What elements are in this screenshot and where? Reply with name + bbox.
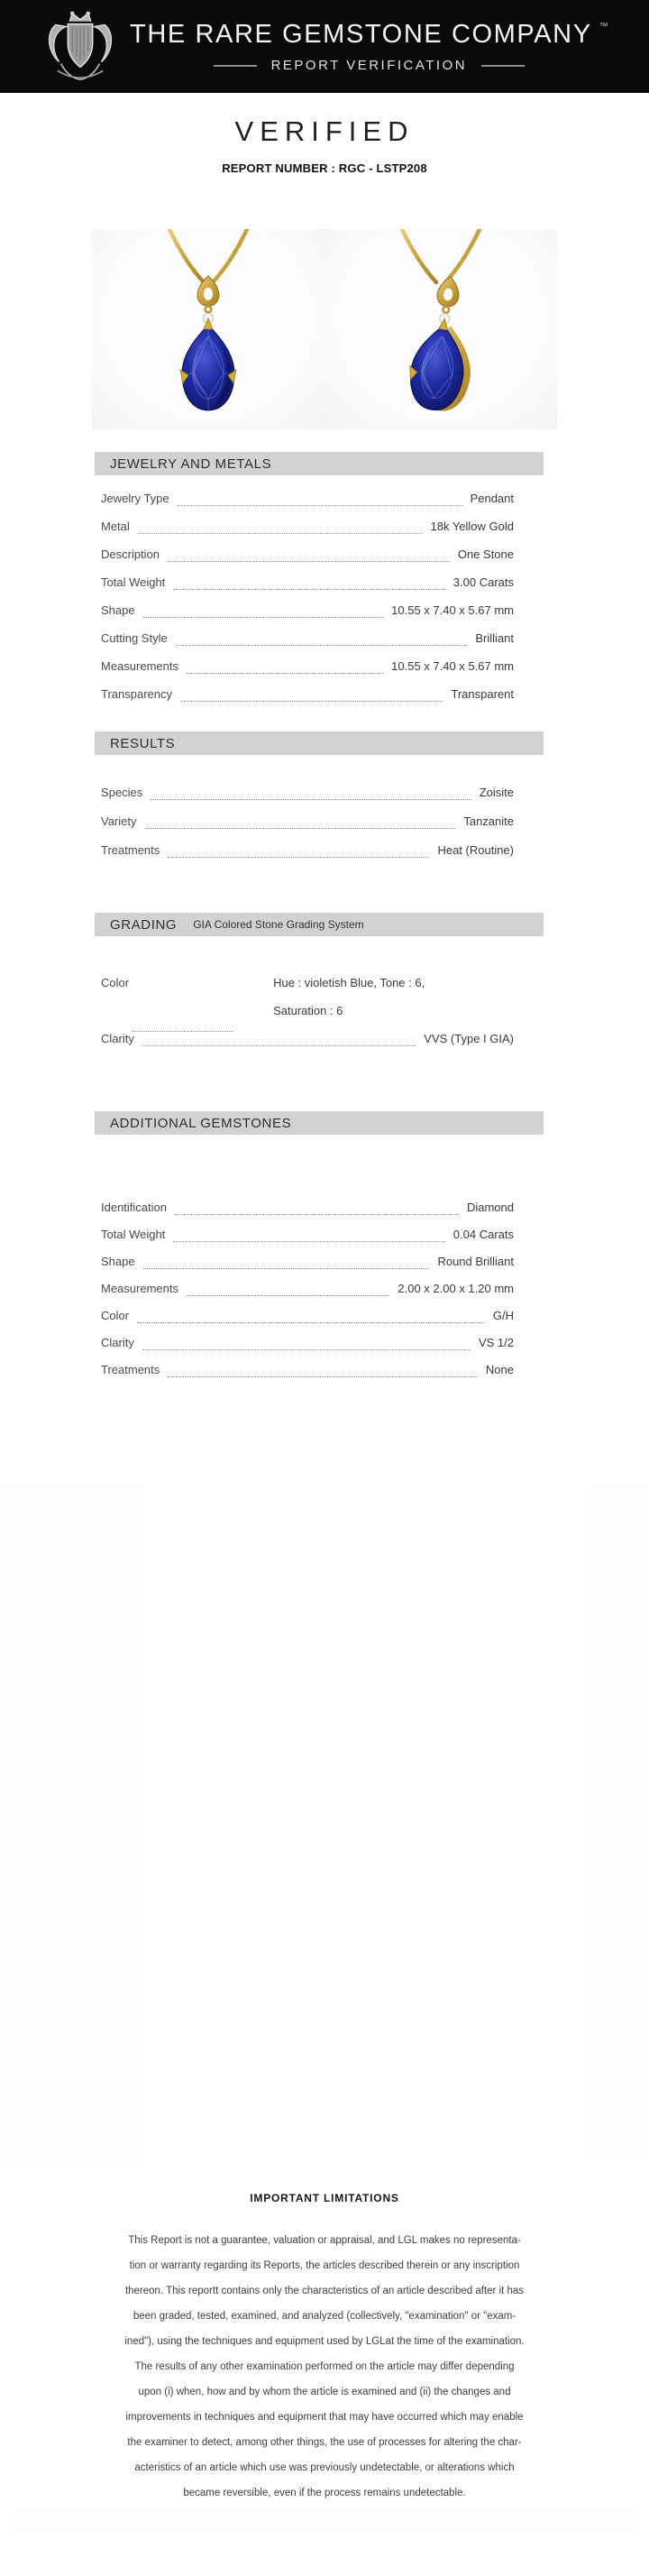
- row-label: Total Weight: [101, 575, 166, 589]
- limitations-line: thereon. This reportt contains only the characteristics of an article described after it has: [124, 2286, 525, 2296]
- row-value: VS 1/2: [478, 1336, 514, 1349]
- spec-row: [101, 1201, 514, 1215]
- spec-row: [101, 1336, 514, 1350]
- spec-row: [101, 1228, 514, 1242]
- row-value: 3.00 Carats: [452, 575, 514, 589]
- section-title: JEWELRY AND METALS: [110, 455, 272, 472]
- spec-row: [101, 631, 514, 646]
- dot-leader: [168, 846, 429, 858]
- dot-leader: [133, 1020, 233, 1032]
- row-value: Pendant: [470, 492, 514, 505]
- row-label: Species: [101, 786, 143, 799]
- limitations-line: been graded, tested, examined, and analyzed (collectively, "examination" or "exam-: [133, 2311, 516, 2322]
- spec-row: [101, 520, 514, 534]
- color-grade-line1: Hue : violetish Blue, Tone : 6,: [273, 976, 425, 989]
- grading-body: [95, 976, 544, 1046]
- row-value: Heat (Routine): [437, 843, 514, 857]
- dot-leader: [173, 578, 445, 590]
- spec-row: [101, 814, 514, 829]
- dot-leader: [187, 1284, 389, 1296]
- limitations-line: improvements in techniques and equipment that may have occurred which may enable: [125, 2412, 524, 2423]
- row-label: Cutting Style: [101, 631, 168, 645]
- spec-rows: [95, 1201, 544, 1377]
- dot-leader: [145, 817, 456, 829]
- row-label: Description: [101, 547, 160, 561]
- row-label: Clarity: [101, 1032, 134, 1045]
- dot-leader: [151, 788, 471, 800]
- dot-leader: [173, 1230, 445, 1242]
- dot-leader: [137, 1311, 485, 1323]
- row-label: Variety: [101, 814, 137, 828]
- dot-leader: [176, 634, 468, 646]
- spec-row: [101, 687, 514, 702]
- section-jewelry-and-metals: [95, 452, 544, 715]
- section-subtitle: GIA Colored Stone Grading System: [193, 918, 364, 931]
- verification-status-block: [0, 115, 649, 175]
- row-label: Total Weight: [101, 1228, 166, 1241]
- row-value: G/H: [492, 1309, 514, 1322]
- section-grading: [95, 913, 544, 1046]
- row-value: Transparent: [451, 687, 514, 701]
- section-header-bar: [95, 1111, 544, 1135]
- brand-block: [130, 20, 608, 73]
- row-value: Diamond: [466, 1201, 514, 1214]
- spec-row: [101, 786, 514, 800]
- faded-watermark: [590, 1484, 649, 2160]
- limitations-line: The results of any other examination performed on the article may differ depending: [134, 2361, 515, 2372]
- spec-row: [101, 603, 514, 618]
- trademark-symbol: ™: [599, 22, 608, 32]
- row-value: Brilliant: [475, 631, 514, 645]
- spec-rows: [95, 786, 544, 858]
- dot-leader: [142, 1035, 416, 1046]
- pendant-photo-side: [324, 229, 557, 429]
- dot-leader: [143, 1257, 430, 1269]
- dot-leader: [180, 690, 443, 702]
- row-label: Identification: [101, 1201, 167, 1214]
- row-label: Jewelry Type: [101, 492, 169, 505]
- spec-row: [101, 575, 514, 590]
- limitations-line: ined"), using the techniques and equipment used by LGLat the time of the examination.: [124, 2336, 525, 2347]
- section-additional-gemstones: [95, 1111, 544, 1390]
- important-limitations: [47, 2192, 602, 2513]
- row-value: 10.55 x 7.40 x 5.67 mm: [391, 659, 514, 673]
- spec-rows: [95, 492, 544, 702]
- row-label: Transparency: [101, 687, 172, 701]
- right-dash-divider: [481, 65, 525, 67]
- color-grade-line2: Saturation : 6: [273, 1004, 343, 1017]
- section-header-bar: [95, 731, 544, 755]
- spec-row: [101, 547, 514, 562]
- report-number: REPORT NUMBER : RGC - LSTP208: [222, 161, 427, 175]
- limitations-line: the examiner to detect, among other things, the use of processes for altering the char-: [127, 2437, 522, 2448]
- pendant-side-illustration: [324, 229, 557, 429]
- spec-row: [101, 1255, 514, 1269]
- dot-leader: [187, 662, 383, 674]
- row-label: Metal: [101, 520, 130, 533]
- spec-rows: [101, 1032, 514, 1046]
- pendant-front-illustration: [92, 229, 324, 429]
- section-title: ADDITIONAL GEMSTONES: [110, 1115, 292, 1131]
- dot-leader: [143, 606, 384, 618]
- row-value: 10.55 x 7.40 x 5.67 mm: [391, 603, 514, 617]
- header-subtitle: REPORT VERIFICATION: [270, 58, 468, 73]
- row-value: One Stone: [457, 547, 514, 561]
- row-label: Color: [101, 976, 130, 989]
- dot-leader: [168, 1366, 478, 1377]
- section-header-bar: [95, 913, 544, 936]
- verified-status-text: VERIFIED: [234, 115, 415, 147]
- color-grade-row: [101, 976, 514, 1032]
- row-value: VVS (Type I GIA): [424, 1032, 514, 1045]
- section-header-bar: [95, 452, 544, 475]
- dot-leader: [178, 494, 462, 506]
- dot-leader: [142, 1339, 471, 1350]
- row-label: Measurements: [101, 1282, 178, 1295]
- limitations-line: acteristics of an article which use was previously undetectable, or alterations which: [134, 2462, 515, 2473]
- limitations-line: became reversible, even if the process remains undetectable.: [183, 2488, 466, 2498]
- row-value: Tanzanite: [463, 814, 514, 828]
- section-title: GRADING: [110, 916, 178, 933]
- section-results: [95, 731, 544, 872]
- section-title: RESULTS: [110, 735, 176, 751]
- spec-row: [101, 1363, 514, 1377]
- limitations-text: [47, 2235, 602, 2498]
- row-value: Zoisite: [479, 786, 514, 799]
- faded-watermark: [0, 1484, 144, 2169]
- spec-row: [101, 659, 514, 674]
- product-photos: [92, 229, 557, 429]
- row-label: Color: [101, 1309, 130, 1322]
- dot-leader: [168, 550, 450, 562]
- limitations-title: IMPORTANT LIMITATIONS: [250, 2192, 399, 2204]
- dot-leader: [175, 1203, 459, 1215]
- limitations-line: tion or warranty regarding its Reports, the articles described therein or any inscription: [129, 2260, 520, 2271]
- row-value: Round Brilliant: [437, 1255, 514, 1268]
- left-dash-divider: [214, 65, 257, 67]
- spec-row: [101, 1282, 514, 1296]
- row-value: None: [485, 1363, 514, 1376]
- spec-row: [101, 843, 514, 858]
- limitations-line: upon (i) when, how and by whom the article is examined and (ii) the changes and: [138, 2387, 511, 2397]
- spec-row: [101, 1032, 514, 1046]
- crest-logo-icon: [45, 9, 115, 85]
- row-label: Clarity: [101, 1336, 134, 1349]
- row-label: Shape: [101, 603, 135, 617]
- site-header: [0, 0, 649, 93]
- brand-name: THE RARE GEMSTONE COMPANY: [130, 20, 592, 49]
- color-grade-values: [273, 976, 425, 1032]
- row-label: Measurements: [101, 659, 178, 673]
- limitations-line: This Report is not a guarantee, valuation or appraisal, and LGL makes no representa-: [128, 2235, 521, 2246]
- dot-leader: [138, 522, 423, 534]
- row-label: Treatments: [101, 843, 160, 857]
- spec-row: [101, 492, 514, 506]
- pendant-photo-front: [92, 229, 324, 429]
- row-value: 2.00 x 2.00 x 1.20 mm: [398, 1282, 514, 1295]
- spec-row: [101, 1309, 514, 1323]
- row-value: 0.04 Carats: [452, 1228, 514, 1241]
- row-value: 18k Yellow Gold: [430, 520, 514, 533]
- row-label: Treatments: [101, 1363, 160, 1376]
- row-label: Shape: [101, 1255, 135, 1268]
